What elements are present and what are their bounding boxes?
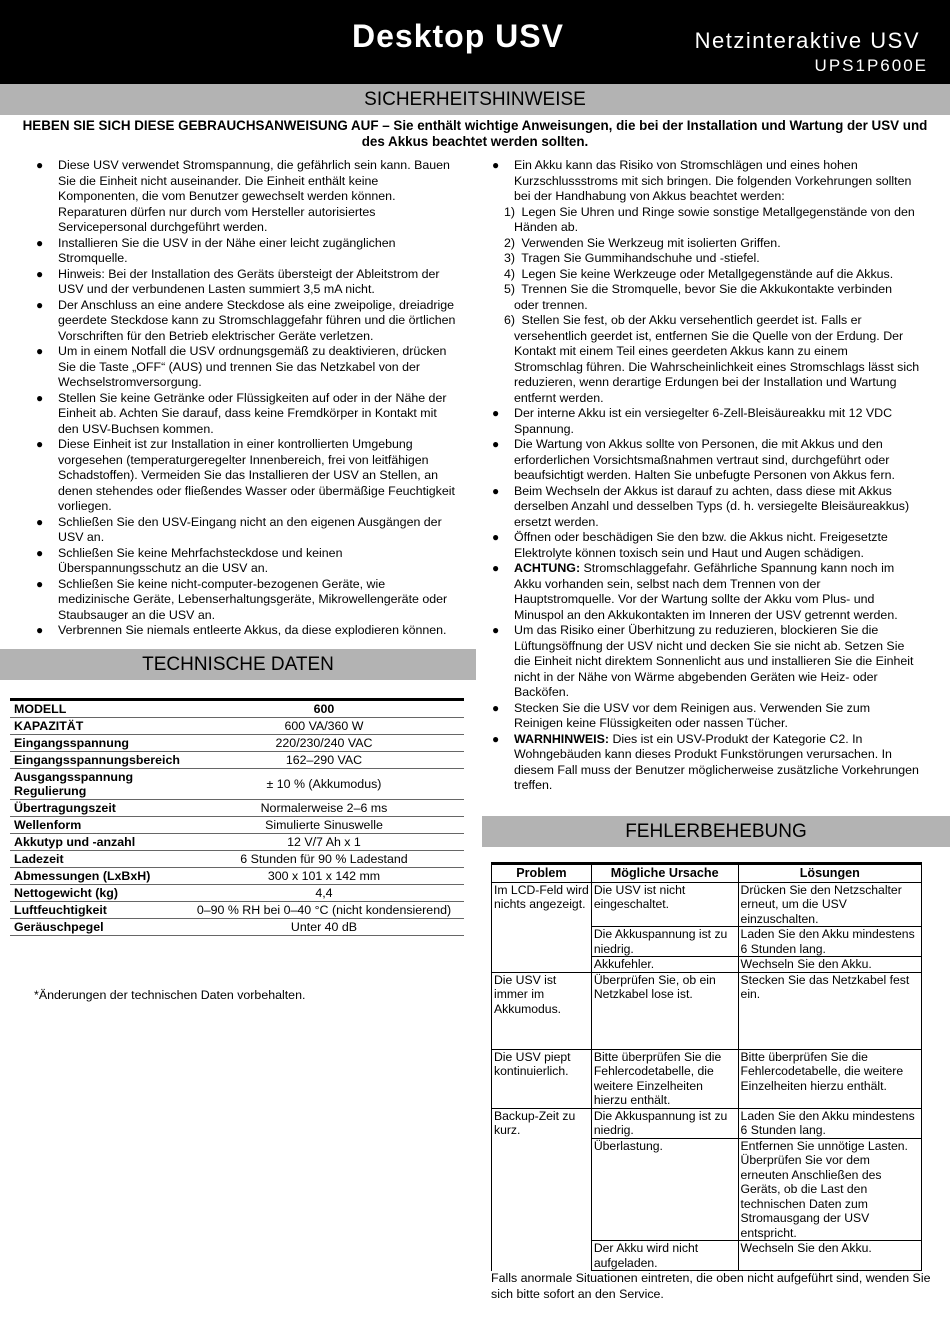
step-text: Trennen Sie die Stromquelle, bevor Sie die Akkukontakte verbinden oder trennen. — [514, 282, 893, 312]
step-number: 5) — [504, 282, 516, 296]
spec-key: Abmessungen (LxBxH) — [10, 868, 184, 885]
cause-cell: Bitte überprüfen Sie die Fehlercodetabelle, die weitere Einzelheiten hierzu enthält. — [591, 1049, 738, 1108]
list-item: ● Schließen Sie keine Mehrfachsteckdose und keinen Überspannungsschutz an die USV an. — [36, 546, 456, 577]
numbered-step — [492, 267, 920, 283]
spec-key: Geräuschpegel — [10, 919, 184, 936]
page-title: Desktop USV — [352, 18, 564, 54]
cause-cell: Überlastung. — [591, 1138, 738, 1241]
table-row — [10, 902, 464, 919]
problem-cell: Im LCD-Feld wird nichts angezeigt. — [492, 882, 592, 972]
table-row — [10, 769, 464, 800]
left-safety-list — [36, 158, 456, 639]
step-text: Legen Sie keine Werkzeuge oder Metallgegenstände auf die Akkus. — [521, 266, 894, 281]
cause-cell: Die Akkuspannung ist zu niedrig. — [591, 1108, 738, 1138]
intro-text: HEBEN SIE SICH DIESE GEBRAUCHSANWEISUNG AUF – Sie enthält wichtige Anweisungen, die bei der Installation und Wartung der USV und des Akkus beachtet werden sollten. — [22, 118, 928, 149]
list-item: ● Installieren Sie die USV in der Nähe einer leicht zugänglichen Stromquelle. — [36, 236, 456, 267]
spec-key: Eingangsspannung — [10, 735, 184, 752]
table-row — [492, 882, 922, 927]
numbered-step — [492, 205, 920, 236]
spec-key: MODELL — [10, 700, 184, 718]
step-number: 6) — [504, 313, 516, 327]
numbered-step — [492, 236, 920, 252]
problem-cell: Backup-Zeit zu kurz. — [492, 1108, 592, 1271]
list-item: ● Stellen Sie keine Getränke oder Flüssigkeiten auf oder in der Nähe der Einheit ab. Achten Sie darauf, dass keine Fremdkörper in Kontakt mit den USV-Buchsen kommen. — [36, 391, 456, 438]
table-row — [10, 700, 464, 718]
step-text: Verwenden Sie Werkzeug mit isolierten Griffen. — [521, 235, 781, 250]
list-item: ● Um in einem Notfall die USV ordnungsgemäß zu deaktivieren, drücken Sie die Taste „OFF“ (AUS) und trennen Sie das Netzkabel von der Wechselstromversorgung. — [36, 344, 456, 391]
column-header: Problem — [492, 864, 592, 883]
section-trouble-heading: FEHLERBEHEBUNG — [482, 816, 950, 847]
list-item: ● Schließen Sie keine nicht-computer-bezogenen Geräte, wie medizinische Geräte, Lebenserhaltungsgeräte, Mikrowellengeräte oder Staubsauger an die USV an. — [36, 577, 456, 624]
warning-text: Stromschlaggefahr. Gefährliche Spannung kann noch im Akku vorhanden sein, selbst nach dem Trennen von der Hauptstromquelle. Vor der Wartung sollte der Akku vom Plus- und Minuspol an den Akkukontakten im Inneren der USV getrennt werden. — [514, 561, 898, 622]
warning-item — [492, 732, 920, 794]
table-row — [492, 1049, 922, 1108]
spec-value: Normalerweise 2–6 ms — [184, 800, 464, 817]
table-row — [10, 885, 464, 902]
spec-value: 220/230/240 VAC — [184, 735, 464, 752]
step-number: 4) — [504, 266, 516, 281]
list-item: ● Diese Einheit ist zur Installation in einer kontrollierten Umgebung vorgesehen (temperaturgeregelter Innenbereich, frei von leitfähigen Schadstoffen). Vermeiden Sie das Installieren der USV an Stellen, an denen stehendes oder fließendes Wasser oder übermäßige Feuchtigkeit vorliegen. — [36, 437, 456, 515]
table-row — [10, 919, 464, 936]
list-item: ● Um das Risiko einer Überhitzung zu reduzieren, blockieren Sie die Lüftungsöffnung der USV nicht und decken Sie sie nicht ab. Setzen Sie die Einheit nicht direktem Sonnenlicht aus und installieren Sie die Einheit nicht in der Nähe von Wärme abgebenden Geräten wie Heiz- oder Backöfen. — [492, 623, 920, 701]
list-item: ● Stecken Sie die USV vor dem Reinigen aus. Verwenden Sie zum Reinigen keine Flüssigkeiten oder nassen Tücher. — [492, 701, 920, 732]
list-item: ● Diese USV verwendet Stromspannung, die gefährlich sein kann. Bauen Sie die Einheit nicht auseinander. Die Einheit enthält keine Komponenten, die vom Benutzer gewechselt werden können. Reparaturen dürfen nur durch vom Hersteller autorisiertes Servicepersonal durchgeführt werden. — [36, 158, 456, 236]
spec-value: 6 Stunden für 90 % Ladestand — [184, 851, 464, 868]
cause-cell: Akkufehler. — [591, 957, 738, 973]
troubleshooting-table — [491, 862, 922, 1271]
section-tech-heading: TECHNISCHE DATEN — [0, 649, 476, 680]
numbered-step — [492, 313, 920, 406]
list-item: ● Schließen Sie den USV-Eingang nicht an den eigenen Ausgängen der USV an. — [36, 515, 456, 546]
solution-cell: Drücken Sie den Netzschalter erneut, um die USV einzuschalten. — [738, 882, 921, 927]
warning-text: Dies ist ein USV-Produkt der Kategorie C2. In Wohngebäuden kann dieses Produkt Funkstörungen verursachen. In diesem Fall muss der Benutzer möglicherweise zusätzliche Vorkehrungen treffen. — [514, 731, 919, 792]
table-row — [10, 868, 464, 885]
table-row — [492, 1108, 922, 1138]
product-subtitle: Netzinteraktive USV — [694, 28, 920, 53]
spec-key: Ladezeit — [10, 851, 184, 868]
table-row — [10, 817, 464, 834]
spec-key: Ausgangsspannung Regulierung — [10, 769, 184, 800]
model-number: UPS1P600E — [814, 56, 928, 75]
step-number: 2) — [504, 235, 516, 250]
spec-value: 162–290 VAC — [184, 752, 464, 769]
step-number: 1) — [504, 204, 516, 219]
section-safety-heading: SICHERHEITSHINWEISE — [0, 84, 950, 115]
spec-key: Akkutyp und -anzahl — [10, 834, 184, 851]
cause-cell: Die Akkuspannung ist zu niedrig. — [591, 927, 738, 957]
problem-cell: Die USV ist immer im Akkumodus. — [492, 972, 592, 1049]
numbered-step — [492, 282, 920, 313]
cause-cell: Die USV ist nicht eingeschaltet. — [591, 882, 738, 927]
solution-cell: Stecken Sie das Netzkabel fest ein. — [738, 972, 921, 1049]
list-item: ● Der Anschluss an eine andere Steckdose als eine zweipolige, dreiadrige geerdete Steckdose kann zu Stromschlaggefahr führen und die örtlichen Vorschriften für den Betrieb elektrischer Geräte verletzen. — [36, 298, 456, 345]
cause-cell: Der Akku wird nicht aufgeladen. — [591, 1241, 738, 1271]
spec-value: 600 — [184, 700, 464, 718]
list-item: ● Hinweis: Bei der Installation des Geräts übersteigt der Ableitstrom der USV und der verbundenen Lasten summiert 3,5 mA nicht. — [36, 267, 456, 298]
step-text: Stellen Sie fest, ob der Akku versehentlich geerdet ist. Falls er versehentlich geerdet ist, entfernen Sie die Quelle von der Erdung. Der Kontakt mit einem Teil eines geerdeten Akkus kann zu einem Stromschlag führen. Die Wahrscheinlichkeit eines Stromschlags lässt sich reduzieren, wenn derartige Erdungen bei der Installation und Wartung entfernt werden. — [514, 313, 920, 405]
spec-value: ± 10 % (Akkumodus) — [184, 769, 464, 800]
column-header: Lösungen — [738, 864, 921, 883]
numbered-step — [492, 251, 920, 267]
solution-cell: Entfernen Sie unnötige Lasten. Überprüfen Sie vor dem erneuten Anschließen des Geräts, ob die Last den technischen Daten zum Stromausgang der USV entspricht. — [738, 1138, 921, 1241]
solution-cell: Wechseln Sie den Akku. — [738, 1241, 921, 1271]
step-number: 3) — [504, 251, 516, 265]
spec-value: 12 V/7 Ah x 1 — [184, 834, 464, 851]
solution-cell: Wechseln Sie den Akku. — [738, 957, 921, 973]
column-header: Mögliche Ursache — [591, 864, 738, 883]
warning-label: ACHTUNG: — [514, 561, 581, 575]
service-footnote: Falls anormale Situationen eintreten, die oben nicht aufgeführt sind, wenden Sie sich bitte sofort an den Service. — [491, 1271, 931, 1301]
table-row — [492, 972, 922, 1049]
spec-key: Übertragungszeit — [10, 800, 184, 817]
header-bar — [0, 0, 950, 84]
spec-value: 600 VA/360 W — [184, 718, 464, 735]
spec-key: Wellenform — [10, 817, 184, 834]
list-item: ● Der interne Akku ist ein versiegelter 6-Zell-Bleisäureakku mit 12 VDC Spannung. — [492, 406, 920, 437]
table-row — [10, 752, 464, 769]
spec-table — [10, 698, 464, 936]
step-text: Tragen Sie Gummihandschuhe und -stiefel. — [521, 251, 760, 265]
warning-label: WARNHINWEIS: — [514, 731, 609, 746]
spec-footnote: *Änderungen der technischen Daten vorbehalten. — [34, 988, 306, 1002]
step-text: Legen Sie Uhren und Ringe sowie sonstige Metallgegenstände von den Händen ab. — [514, 204, 915, 234]
solution-cell: Laden Sie den Akku mindestens 6 Stunden lang. — [738, 1108, 921, 1138]
problem-cell: Die USV piept kontinuierlich. — [492, 1049, 592, 1108]
spec-value: 4,4 — [184, 885, 464, 902]
spec-value: Unter 40 dB — [184, 919, 464, 936]
solution-cell: Laden Sie den Akku mindestens 6 Stunden lang. — [738, 927, 921, 957]
spec-key: Luftfeuchtigkeit — [10, 902, 184, 919]
spec-value: 0–90 % RH bei 0–40 °C (nicht kondensierend) — [184, 902, 464, 919]
spec-key: Eingangsspannungsbereich — [10, 752, 184, 769]
table-row — [10, 834, 464, 851]
spec-value: 300 x 101 x 142 mm — [184, 868, 464, 885]
spec-value: Simulierte Sinuswelle — [184, 817, 464, 834]
list-item: ● Beim Wechseln der Akkus ist darauf zu achten, dass diese mit Akkus derselben Anzahl und desselben Typs (d. h. versiegelte Bleisäureakkus) ersetzt werden. — [492, 484, 920, 531]
list-item: ● Ein Akku kann das Risiko von Stromschlägen und eines hohen Kurzschlussstroms mit sich bringen. Die folgenden Vorkehrungen sollten bei der Handhabung von Akkus beachtet werden: — [492, 158, 920, 205]
list-item: ● Öffnen oder beschädigen Sie den bzw. die Akkus nicht. Freigesetzte Elektrolyte können toxisch sein und Haut und Augen schädigen. — [492, 530, 920, 561]
spec-key: KAPAZITÄT — [10, 718, 184, 735]
solution-cell: Bitte überprüfen Sie die Fehlercodetabelle, die weitere Einzelheiten hierzu enthält. — [738, 1049, 921, 1108]
table-row — [10, 800, 464, 817]
table-header-row — [492, 864, 922, 883]
spec-key: Nettogewicht (kg) — [10, 885, 184, 902]
table-row — [10, 718, 464, 735]
cause-cell: Überprüfen Sie, ob ein Netzkabel lose ist. — [591, 972, 738, 1049]
list-item: ● Die Wartung von Akkus sollte von Personen, die mit Akkus und den erforderlichen Vorsichtsmaßnahmen vertraut sind, durchgeführt oder beaufsichtigt werden. Halten Sie unbefugte Personen von Akkus fern. — [492, 437, 920, 484]
right-safety-list — [492, 158, 920, 794]
warning-item — [492, 561, 920, 623]
table-row — [10, 735, 464, 752]
list-item: ● Verbrennen Sie niemals entleerte Akkus, da diese explodieren können. — [36, 623, 456, 639]
table-row — [10, 851, 464, 868]
